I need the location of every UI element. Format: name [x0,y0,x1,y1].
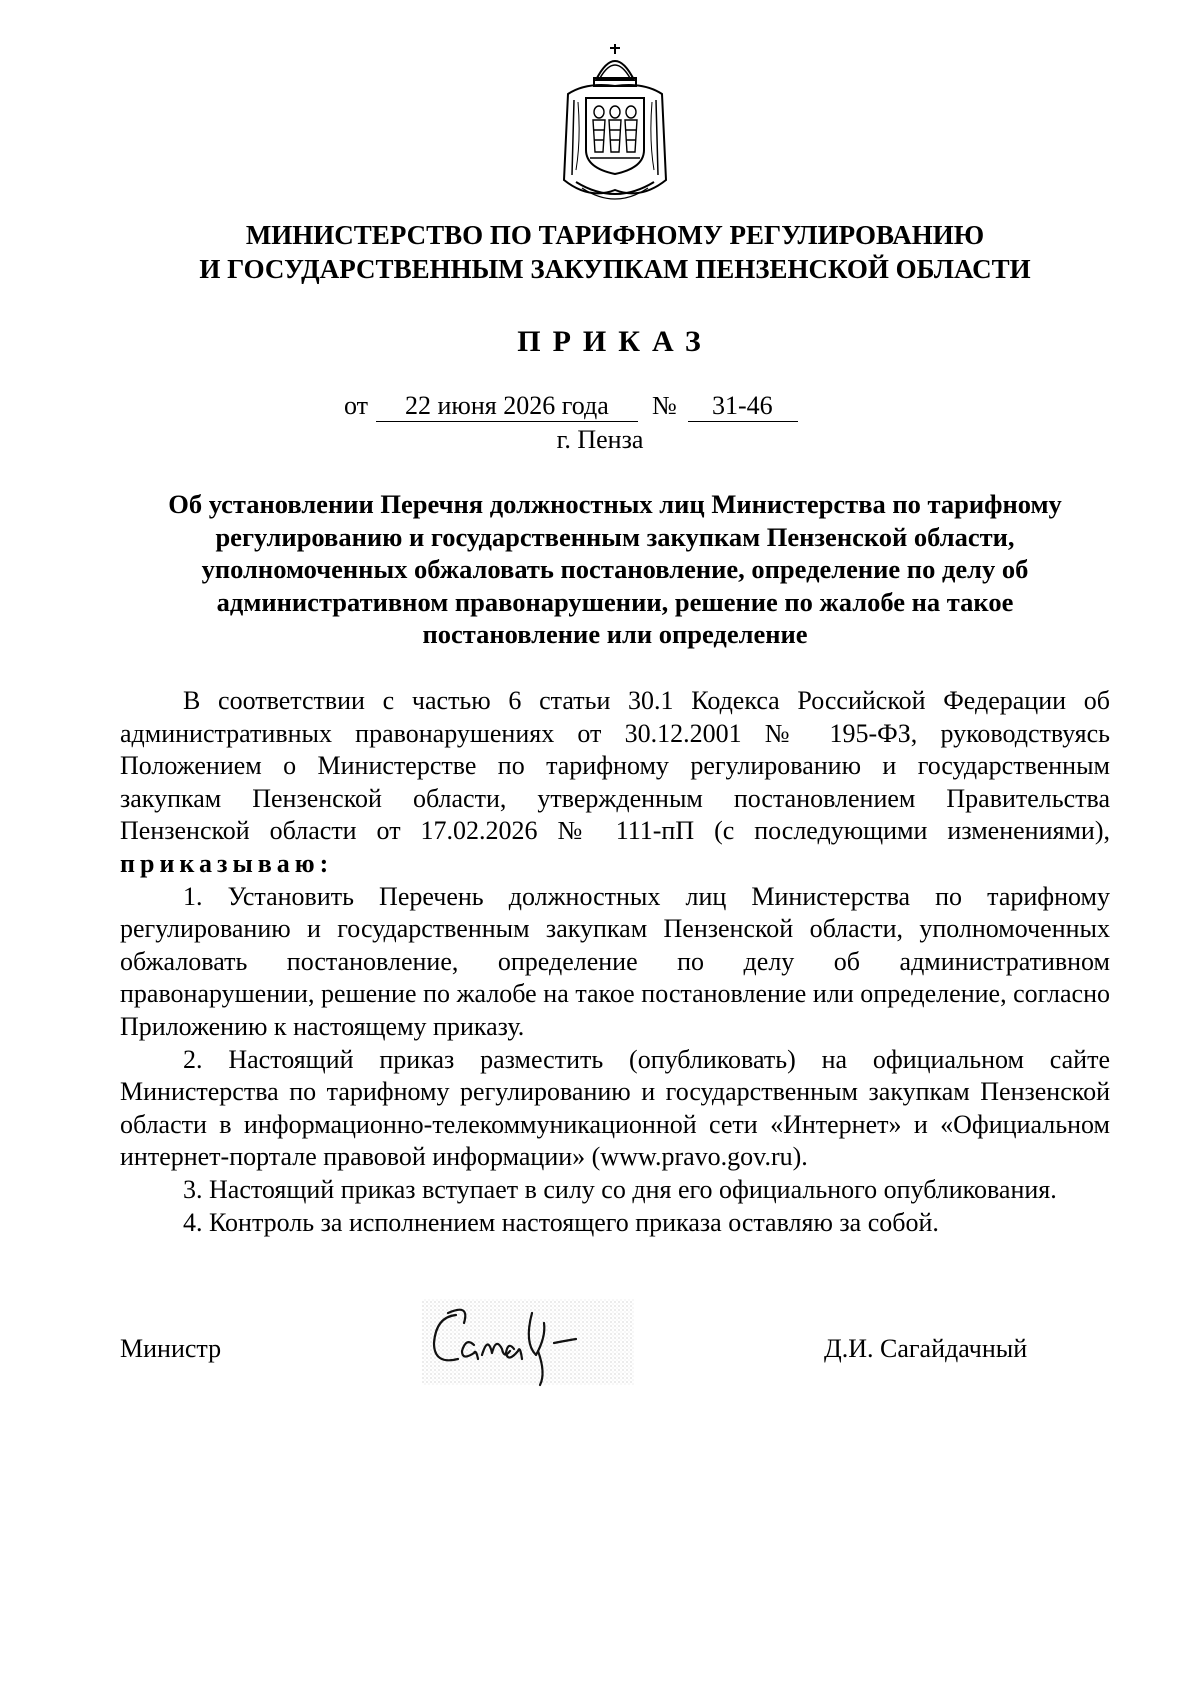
title-line: регулированию и государственным закупкам Пензенской области, [215,521,1015,552]
coat-of-arms-icon [556,40,674,202]
order-number: 31-46 [712,391,773,420]
ministry-line-1: МИНИСТЕРСТВО ПО ТАРИФНОМУ РЕГУЛИРОВАНИЮ [245,220,985,250]
preamble-line: В соответствии с частью 6 статьи 30.1 Кодекса Российской Федерации об [183,686,1110,715]
ministry-line-2: И ГОСУДАРСТВЕННЫМ ЗАКУПКАМ ПЕНЗЕНСКОЙ ОБЛАСТИ [199,254,1031,284]
title-line: административном правонарушении, решение по жалобе на такое [216,586,1014,617]
signatory-position: Министр [120,1334,222,1363]
title-line: уполномоченных обжаловать постановление, определение по делу об [201,554,1029,584]
preamble-line: административных правонарушениях от 30.12.2001 № 195-ФЗ, руководствуясь [120,718,1110,748]
title-line: постановление или определение [422,619,808,649]
item-2-line: интернет-портале правовой информации» (www.pravo.gov.ru). [120,1142,808,1172]
number-sign: № [652,391,677,420]
item-1-line: правонарушении, решение по жалобе на такое постановление или определение, согласно [120,979,1110,1009]
order-date: 22 июня 2026 года [405,391,609,420]
handwritten-signature [418,1293,638,1391]
city: г. Пенза [556,425,644,454]
number-underline [688,421,798,422]
preamble-line: Положением о Министерстве по тарифному регулированию и государственным [120,751,1110,781]
item-2-line: области в информационно-телекоммуникационной сети «Интернет» и «Официальном [120,1109,1110,1139]
document-type-heading: ПРИКАЗ [517,325,713,358]
item-2-line: 2. Настоящий приказ разместить (опубликовать) на официальном сайте [183,1044,1110,1074]
item-3: 3. Настоящий приказ вступает в силу со дня его официального опубликования. [183,1174,1057,1204]
order-word: приказываю: [120,848,334,878]
preamble-line: Пензенской области от 17.02.2026 № 111-пП (с последующими изменениями), [120,816,1110,846]
item-1-line: Приложению к настоящему приказу. [120,1011,525,1041]
order-body [120,685,1110,1239]
date-underline [376,421,638,422]
signatory-name: Д.И. Сагайдачный [824,1334,1028,1363]
ministry-name [110,218,1120,286]
title-line: Об установлении Перечня должностных лиц Министерства по тарифному [168,489,1062,519]
item-4: 4. Контроль за исполнением настоящего приказа оставляю за собой. [183,1207,939,1237]
item-1-line: 1. Установить Перечень должностных лиц Министерства по тарифному [183,881,1110,911]
date-prefix: от [344,391,369,420]
item-2-line: Министерства по тарифному регулированию и государственным закупкам Пензенской [120,1077,1110,1107]
order-title [120,488,1110,651]
item-1-line: обжаловать постановление, определение по делу об административном [120,946,1110,976]
date-number-line [0,391,1200,427]
preamble-line: закупкам Пензенской области, утвержденным постановлением Правительства [120,783,1110,813]
item-1-line: регулированию и государственным закупкам Пензенской области, уполномоченных [120,914,1110,944]
